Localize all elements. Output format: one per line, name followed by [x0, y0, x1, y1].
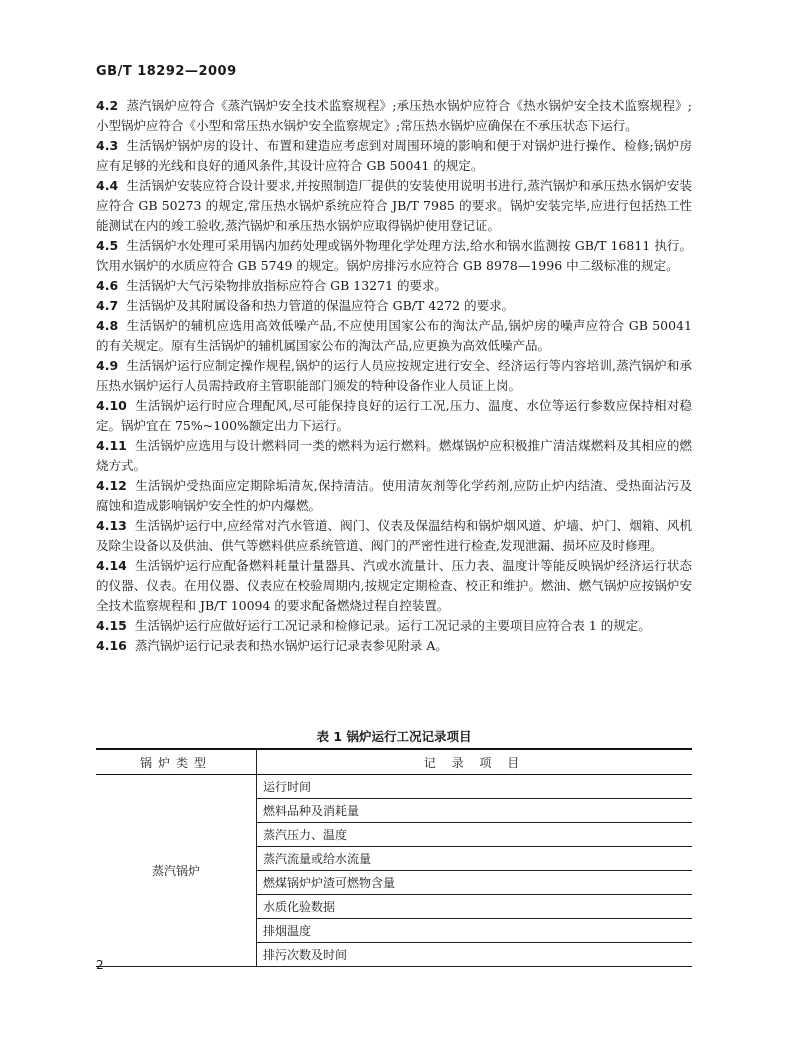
- body-text: [96, 96, 692, 656]
- table-caption: 表 1 锅炉运行工况记录项目: [316, 729, 472, 744]
- record-item: 排污次数及时间: [257, 943, 693, 967]
- table-header-row: [96, 749, 692, 775]
- record-item: 蒸汽压力、温度: [257, 823, 693, 847]
- record-table: [96, 748, 692, 967]
- clause-4-11: 4.11 生活锅炉应选用与设计燃料同一类的燃料为运行燃料。燃煤锅炉应积极推广清洁煤燃料及其相应的燃烧方式。: [96, 438, 692, 473]
- clause-4-5: 4.5 生活锅炉水处理可采用锅内加药处理或锅外物理化学处理方法,给水和锅水监测按 GB/T 16811 执行。饮用水锅炉的水质应符合 GB 5749 的规定。锅炉房排污水应符合 GB 8978—1996 中二级标准的规定。: [96, 238, 692, 273]
- record-item: 运行时间: [257, 775, 693, 799]
- standard-header: GB/T 18292—2009: [96, 64, 237, 79]
- clause-4-3: 4.3 生活锅炉锅炉房的设计、布置和建造应考虑到对周围环境的影响和便于对锅炉进行操作、检修;锅炉房应有足够的光线和良好的通风条件,其设计应符合 GB 50041 的规定。: [96, 138, 692, 173]
- boiler-type-cell: 蒸汽锅炉: [96, 775, 257, 967]
- clause-4-14: 4.14 生活锅炉运行应配备燃料耗量计量器具、汽或水流量计、压力表、温度计等能反映锅炉经济运行状态的仪器、仪表。在用仪器、仪表应在校验周期内,按规定定期检查、校正和维护。燃油、燃气锅炉应按锅炉安全技术监察规程和 JB/T 10094 的要求配备燃烧过程自控装置。: [96, 558, 692, 613]
- clause-4-4: 4.4 生活锅炉安装应符合设计要求,并按照制造厂提供的安装使用说明书进行,蒸汽锅炉和承压热水锅炉安装应符合 GB 50273 的规定,常压热水锅炉系统应符合 JB/T 7985 的要求。锅炉安装完毕,应进行包括热工性能测试在内的竣工验收,蒸汽锅炉和承压热水锅炉应取得锅炉使用登记证。: [96, 178, 692, 233]
- record-item: 燃煤锅炉炉渣可燃物含量: [257, 871, 693, 895]
- record-item: 燃料品种及消耗量: [257, 799, 693, 823]
- clause-4-8: 4.8 生活锅炉的辅机应选用高效低噪产品,不应使用国家公布的淘汰产品,锅炉房的噪声应符合 GB 50041 的有关规定。原有生活锅炉的辅机属国家公布的淘汰产品,应更换为高效低噪产品。: [96, 318, 692, 353]
- table-row: [96, 775, 692, 799]
- clause-4-15: 4.15 生活锅炉运行应做好运行工况记录和检修记录。运行工况记录的主要项目应符合表 1 的规定。: [96, 618, 651, 633]
- page-number: 2: [96, 958, 104, 972]
- clause-4-13: 4.13 生活锅炉运行中,应经常对汽水管道、阀门、仪表及保温结构和锅炉烟风道、炉墙、炉门、烟箱、风机及除尘设备以及供油、供气等燃料供应系统管道、阀门的严密性进行检查,发现泄漏、损坏应及时修理。: [96, 518, 692, 553]
- clause-4-10: 4.10 生活锅炉运行时应合理配风,尽可能保持良好的运行工况,压力、温度、水位等运行参数应保持相对稳定。锅炉宜在 75%~100%额定出力下运行。: [96, 398, 692, 433]
- clause-4-2: 4.2 蒸汽锅炉应符合《蒸汽锅炉安全技术监察规程》;承压热水锅炉应符合《热水锅炉安全技术监察规程》;小型锅炉应符合《小型和常压热水锅炉安全监察规定》;常压热水锅炉应确保在不承压状态下运行。: [96, 98, 692, 133]
- header-record-items: 记 录 项 目: [257, 749, 693, 775]
- clause-4-9: 4.9 生活锅炉运行应制定操作规程,锅炉的运行人员应按规定进行安全、经济运行等内容培训,蒸汽锅炉和承压热水锅炉运行人员需持政府主管职能部门颁发的特种设备作业人员证上岗。: [96, 358, 692, 393]
- record-item: 排烟温度: [257, 919, 693, 943]
- clause-4-6: 4.6 生活锅炉大气污染物排放指标应符合 GB 13271 的要求。: [96, 278, 448, 293]
- record-item: 蒸汽流量或给水流量: [257, 847, 693, 871]
- clause-4-12: 4.12 生活锅炉受热面应定期除垢清灰,保持清洁。使用清灰剂等化学药剂,应防止炉内结渣、受热面沾污及腐蚀和造成影响锅炉安全性的炉内爆燃。: [96, 478, 692, 513]
- clause-4-16: 4.16 蒸汽锅炉运行记录表和热水锅炉运行记录表参见附录 A。: [96, 638, 448, 653]
- clause-4-7: 4.7 生活锅炉及其附属设备和热力管道的保温应符合 GB/T 4272 的要求。: [96, 298, 515, 313]
- record-item: 水质化验数据: [257, 895, 693, 919]
- header-boiler-type: 锅炉类型: [96, 749, 257, 775]
